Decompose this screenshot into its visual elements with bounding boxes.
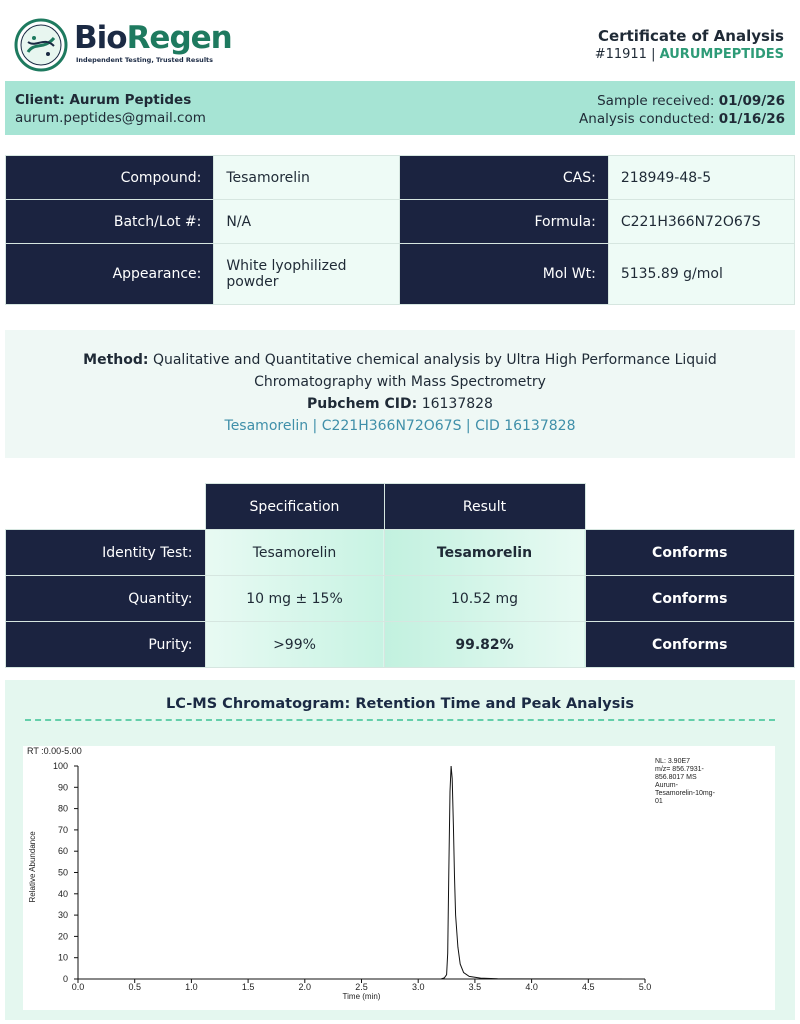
table-row [6,530,795,576]
table-header-row [6,484,795,530]
x-axis-label: Time (min) [342,992,381,1001]
x-tick-label: 0.0 [71,982,85,992]
brand-tagline: Independent Testing, Trusted Results [76,56,214,64]
y-tick-label: 50 [57,867,68,878]
dashed-divider [25,719,775,721]
y-tick-label: 80 [57,803,68,814]
table-row [6,156,795,200]
x-tick-label: 4.5 [582,982,595,992]
rt-range-label: RT :0.00-5.00 [27,746,82,756]
chromatogram-plot [23,746,775,1010]
chromatogram-panel [5,680,795,1020]
sample-received: Sample received: 01/09/26 [597,93,785,109]
status-badge: Conforms [585,622,795,668]
chromatogram-trace [78,766,645,979]
result-value: 10.52 mg [384,576,585,622]
chromatogram-title: LC-MS Chromatogram: Retention Time and Peak Analysis [166,696,634,712]
method-description: Method: Qualitative and Quantitative chemical analysis by Ultra High Performance Liquid Chromatography with Mass Spectrometry [83,352,717,390]
brand-name: BioRegen [74,20,232,56]
table-row [6,200,795,244]
analysis-conducted: Analysis conducted: 01/16/26 [579,111,785,127]
certificate-id: #11911 | AURUMPEPTIDES [594,47,784,62]
result-value: Tesamorelin [384,530,585,576]
spec-value: 10 mg ± 15% [205,576,384,622]
table-row [6,576,795,622]
chart-axes [78,766,645,979]
x-tick-label: 1.0 [185,982,198,992]
info-line: 856.8017 MS [655,774,697,781]
formula-value: C221H366N72O67S [608,200,794,244]
pubchem-cid: Pubchem CID: 16137828 [307,396,493,412]
x-tick-label: 0.5 [128,982,141,992]
client-email: aurum.peptides@gmail.com [15,110,206,126]
y-axis-label: Relative Abundance [28,831,37,903]
spec-result-table [5,483,795,668]
y-tick-label: 100 [52,761,68,771]
info-line: Tesamorelin-10mg- [655,790,715,797]
info-line: NL: 3.90E7 [655,758,691,765]
molwt-value: 5135.89 g/mol [608,244,794,305]
x-tick-label: 2.0 [298,982,312,992]
header [0,0,800,80]
info-line: 01 [655,798,663,805]
row-label: Purity: [6,622,206,668]
status-badge: Conforms [585,576,795,622]
pubchem-link[interactable]: Tesamorelin | C221H366N72O67S | CID 16137828 [224,418,576,434]
analysis-dates [579,92,785,128]
chromatogram-info [655,758,716,805]
appearance-label: Appearance: [6,244,214,305]
result-value: 99.82% [384,622,585,668]
table-row [6,622,795,668]
x-tick-label: 2.5 [355,982,368,992]
column-header-specification: Specification [205,484,384,530]
cas-value: 218949-48-5 [608,156,794,200]
compound-info-table [5,155,795,305]
row-label: Identity Test: [6,530,206,576]
x-tick-label: 3.0 [411,982,425,992]
y-tick-label: 20 [57,931,68,942]
spec-value: >99% [205,622,384,668]
y-tick-label: 10 [57,952,68,963]
compound-label: Compound: [6,156,214,200]
y-tick-label: 60 [57,846,68,857]
chart-ticks [53,761,651,992]
status-badge: Conforms [585,530,795,576]
client-name: Client: Aurum Peptides [15,92,192,108]
certificate-title: Certificate of Analysis [598,27,784,45]
biorege-logo-icon [14,18,68,72]
method-section [5,330,795,458]
blank-cell [585,484,795,530]
client-info-band [5,81,795,135]
molwt-label: Mol Wt: [400,244,608,305]
formula-label: Formula: [400,200,608,244]
x-tick-label: 4.0 [525,982,538,992]
y-tick-label: 90 [57,782,68,793]
row-label: Quantity: [6,576,206,622]
info-line: Aurum- [655,782,678,789]
batch-label: Batch/Lot #: [6,200,214,244]
x-tick-label: 5.0 [638,982,652,992]
cas-label: CAS: [400,156,608,200]
x-tick-label: 3.5 [468,982,482,992]
blank-cell [6,484,206,530]
info-line: m/z= 856.7931- [655,766,704,773]
chromatogram-svg [23,746,775,1010]
y-tick-label: 70 [57,824,68,835]
y-tick-label: 40 [57,888,68,899]
appearance-value: White lyophilized powder [214,244,400,305]
y-tick-label: 0 [62,974,68,984]
column-header-result: Result [384,484,585,530]
compound-value: Tesamorelin [214,156,400,200]
x-tick-label: 1.5 [241,982,255,992]
spec-value: Tesamorelin [205,530,384,576]
batch-value: N/A [214,200,400,244]
table-row [6,244,795,305]
y-tick-label: 30 [57,910,68,921]
